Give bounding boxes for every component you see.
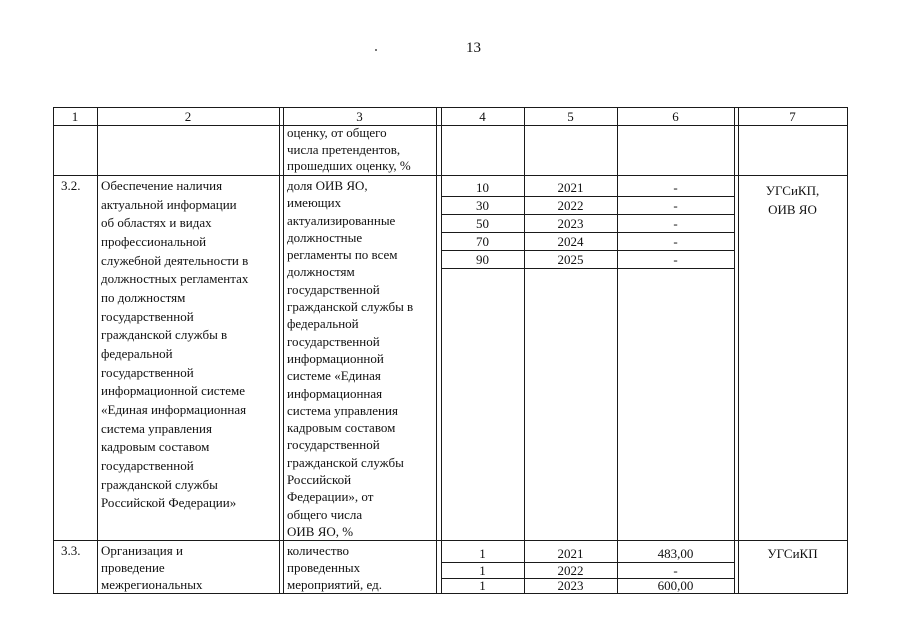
funds-cell: - <box>673 180 678 195</box>
page-number: 13 <box>466 40 481 56</box>
year-cell: 2025 <box>557 252 584 267</box>
header-col-4: 4 <box>479 109 486 124</box>
value-cell: 50 <box>476 216 489 231</box>
event-description: Организация и проведение межрегиональных <box>101 543 203 592</box>
value-cell: 1 <box>479 546 486 561</box>
funds-cell: - <box>673 563 678 578</box>
header-col-1: 1 <box>71 109 79 124</box>
event-description: Обеспечение наличия актуальной информации об областях и видах профессиональной служебной деятельности в должностных регламентах по должностям государственной гражданской службы в федеральной государственной информационной системе «Единая информационная система управления кадровым составом государственной гражданской службы Российской Федерации» <box>101 178 249 511</box>
header-col-6: 6 <box>672 109 679 124</box>
year-cell: 2023 <box>557 216 584 231</box>
carry-over-indicator: оценку, от общего числа претендентов, прошедших оценку, % <box>287 125 411 173</box>
executor-cell: УГСиКП <box>767 546 818 561</box>
year-cell: 2023 <box>557 578 584 593</box>
indicator-description: доля ОИВ ЯО, имеющих актуализированные должностные регламенты по всем должностям государственной гражданской службы в федеральной государственной информационной системе «Единая информационная система управления кадровым составом государственной гражданской службы Российской Федерации», от общего числа ОИВ ЯО, % <box>287 178 414 539</box>
value-cell: 1 <box>479 578 486 593</box>
value-cell: 10 <box>476 180 489 195</box>
value-cell: 1 <box>479 563 486 578</box>
year-cell: 2024 <box>557 234 584 249</box>
year-cell: 2021 <box>557 546 584 561</box>
header-col-7: 7 <box>789 109 796 124</box>
header-col-5: 5 <box>567 109 574 124</box>
executor-cell: УГСиКП, ОИВ ЯО <box>765 183 820 217</box>
funds-cell: - <box>673 234 678 249</box>
value-cell: 30 <box>476 198 489 213</box>
row-number: 3.2. <box>61 178 81 193</box>
funds-cell: 483,00 <box>657 546 694 561</box>
funds-cell: - <box>673 198 678 213</box>
funds-cell: - <box>673 216 678 231</box>
funds-cell: - <box>673 252 678 267</box>
year-cell: 2021 <box>557 180 584 195</box>
header-col-2: 2 <box>184 109 192 124</box>
funds-cell: 600,00 <box>657 578 694 593</box>
year-cell: 2022 <box>557 563 584 578</box>
scan-speck <box>375 49 377 51</box>
header-col-3: 3 <box>356 109 363 124</box>
value-cell: 70 <box>476 234 489 249</box>
row-number: 3.3. <box>61 543 81 558</box>
indicator-description: количество проведенных мероприятий, ед. <box>287 543 382 592</box>
year-cell: 2022 <box>557 198 584 213</box>
value-cell: 90 <box>476 252 489 267</box>
